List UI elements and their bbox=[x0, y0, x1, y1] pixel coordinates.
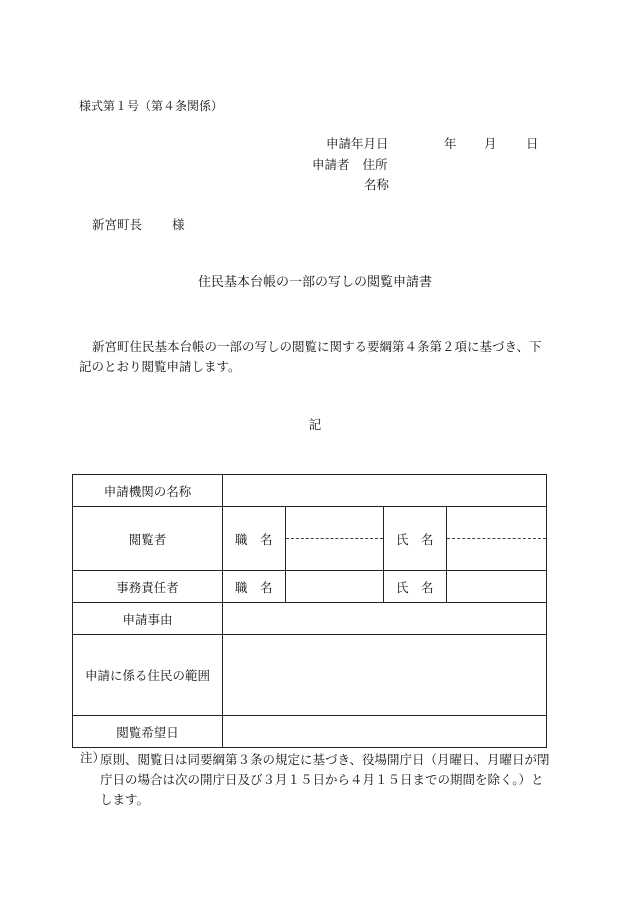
viewer-name-field[interactable] bbox=[447, 507, 547, 571]
document-title: 住民基本台帳の一部の写しの閲覧申請書 bbox=[197, 275, 432, 290]
row-viewer bbox=[73, 507, 547, 571]
desired-date-field[interactable] bbox=[223, 716, 547, 748]
manager-name-field[interactable] bbox=[447, 571, 547, 603]
address-label: 住所 bbox=[362, 157, 388, 172]
viewer-name-label: 氏 名 bbox=[384, 507, 447, 571]
reason-field[interactable] bbox=[223, 603, 547, 635]
manager-position-field[interactable] bbox=[286, 571, 384, 603]
row-reason bbox=[73, 603, 547, 635]
application-date-label: 申請年月日 bbox=[326, 136, 389, 151]
org-name-field[interactable] bbox=[223, 475, 547, 507]
note-text: 原則、閲覧日は同要綱第３条の規定に基づき、役場開庁日（月曜日、月曜日が閉庁日の場合は次の開庁日及び３月１５日から４月１５日までの期間を除く。）とします。 bbox=[100, 752, 550, 807]
note-marker: 注） bbox=[80, 750, 106, 765]
viewer-name-dashed-line bbox=[447, 538, 546, 539]
applicant-label: 申請者 bbox=[312, 157, 350, 172]
manager-position-label: 職 名 bbox=[223, 571, 286, 603]
applicant-name-label: 名称 bbox=[364, 177, 390, 192]
viewer-position-dashed-line bbox=[286, 538, 383, 539]
scope-label: 申請に係る住民の範囲 bbox=[73, 635, 223, 716]
month-label: 月 bbox=[484, 136, 497, 151]
addressee-name: 新宮町長 bbox=[92, 217, 143, 232]
ki-heading: 記 bbox=[308, 417, 322, 432]
manager-label: 事務責任者 bbox=[73, 571, 223, 603]
year-label: 年 bbox=[444, 136, 457, 151]
applicant-row bbox=[312, 157, 388, 173]
viewer-label: 閲覧者 bbox=[73, 507, 223, 571]
addressee-honorific: 様 bbox=[172, 217, 185, 232]
application-date-row bbox=[326, 136, 546, 152]
row-scope bbox=[73, 635, 547, 716]
row-org-name bbox=[73, 475, 547, 507]
application-form-table bbox=[72, 474, 547, 748]
body-paragraph: 新宮町住民基本台帳の一部の写しの閲覧に関する要綱第４条第２項に基づき、下記のとおり閲覧申請します。 bbox=[79, 339, 542, 374]
row-desired-date bbox=[73, 716, 547, 748]
viewer-position-field[interactable] bbox=[286, 507, 384, 571]
org-name-label: 申請機関の名称 bbox=[73, 475, 223, 507]
desired-date-label: 閲覧希望日 bbox=[73, 716, 223, 748]
row-manager bbox=[73, 571, 547, 603]
day-label: 日 bbox=[526, 136, 539, 151]
form-number: 様式第１号（第４条関係） bbox=[79, 99, 224, 113]
manager-name-label: 氏 名 bbox=[384, 571, 447, 603]
reason-label: 申請事由 bbox=[73, 603, 223, 635]
scope-field[interactable] bbox=[223, 635, 547, 716]
viewer-position-label: 職 名 bbox=[223, 507, 286, 571]
